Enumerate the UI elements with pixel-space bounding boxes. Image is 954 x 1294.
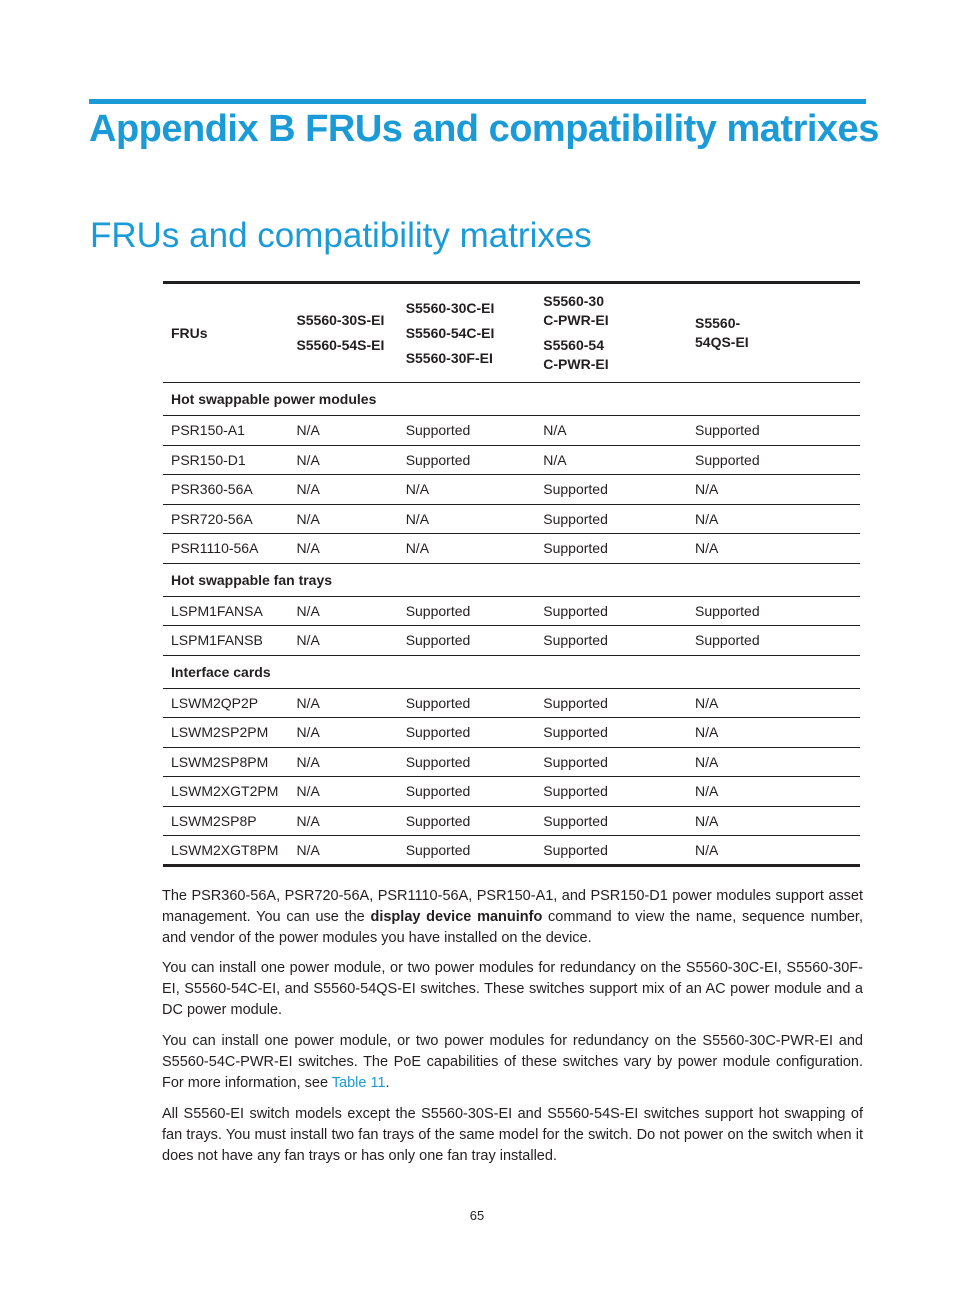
section-row: [163, 563, 860, 596]
header-col1-line1: S5560-30S-EI: [296, 312, 385, 328]
table-row: [163, 777, 860, 807]
table-body: [163, 383, 860, 866]
support-cell: N/A: [405, 540, 430, 557]
support-cell: Supported: [695, 451, 760, 468]
support-cell: Supported: [543, 812, 608, 829]
support-cell: Supported: [405, 753, 471, 770]
table-row: [163, 445, 860, 475]
section-title-cell: Hot swappable power modules: [171, 391, 377, 407]
support-cell: N/A: [296, 812, 320, 829]
support-cell: N/A: [695, 783, 719, 800]
support-cell: N/A: [695, 694, 719, 711]
fru-name-cell: LSWM2SP2PM: [171, 724, 269, 741]
table-row: [163, 475, 860, 505]
header-col2-line2: S5560-54C-EI: [405, 324, 495, 341]
header-frus: FRUs: [171, 324, 208, 341]
support-cell: Supported: [695, 632, 760, 649]
header-col4-line1: S5560-: [695, 315, 741, 331]
compatibility-table: [163, 281, 860, 867]
fru-name-cell: PSR150-A1: [171, 422, 245, 439]
table-row: [163, 747, 860, 777]
support-cell: N/A: [296, 694, 320, 711]
fru-name-cell: LSWM2SP8P: [171, 812, 257, 829]
support-cell: Supported: [543, 783, 608, 800]
section-title: FRUs and compatibility matrixes: [90, 216, 592, 255]
paragraph-1-text: The PSR360-56A, PSR720-56A, PSR1110-56A, PSR150-A1, and PSR150-D1 power modules support asset management. You can use the: [162, 888, 863, 925]
support-cell: N/A: [296, 724, 320, 741]
support-cell: Supported: [405, 602, 471, 619]
section-row: [163, 383, 860, 416]
header-col3-line1: S5560-30: [543, 293, 604, 309]
paragraph-redundancy: You can install one power module, or two power modules for redundancy on the S5560-30C-EI, S5560-30F-EI, S5560-54C-EI, and S5560-54QS-EI switches. These switches support mix of an AC power module and a DC power module.: [162, 960, 863, 1018]
table-header-row: [163, 283, 860, 383]
support-cell: Supported: [405, 783, 471, 800]
header-col2-line3: S5560-30F-EI: [405, 349, 493, 366]
support-cell: N/A: [296, 510, 320, 527]
support-cell: N/A: [296, 602, 320, 619]
appendix-title: Appendix B FRUs and compatibility matrixes: [89, 108, 879, 150]
support-cell: Supported: [543, 724, 608, 741]
header-col3: [535, 283, 687, 383]
support-cell: Supported: [695, 422, 760, 439]
header-col4-line2: 54QS-EI: [695, 334, 749, 350]
table-row: [163, 416, 860, 446]
paragraph-3-text: You can install one power module, or two power modules for redundancy on the S5560-30C-PWR-EI and S5560-54C-PWR-EI switches. The PoE capabilities of these switches vary by power module configuration. For more information, see: [162, 1033, 863, 1091]
header-col2-line1: S5560-30C-EI: [405, 299, 495, 316]
fru-name-cell: PSR360-56A: [171, 481, 253, 498]
table-row: [163, 688, 860, 718]
support-cell: Supported: [405, 812, 471, 829]
support-cell: Supported: [405, 451, 471, 468]
support-cell: N/A: [296, 783, 320, 800]
table-row: [163, 718, 860, 748]
table-row: [163, 534, 860, 564]
support-cell: Supported: [405, 694, 471, 711]
section-title-cell: Interface cards: [171, 663, 271, 680]
table-11-link[interactable]: Table 11: [331, 1075, 386, 1091]
support-cell: Supported: [543, 602, 608, 619]
paragraph-poe: [162, 1031, 863, 1094]
page-number: 65: [469, 1208, 485, 1223]
fru-name-cell: LSPM1FANSA: [171, 602, 263, 619]
fru-name-cell: LSPM1FANSB: [171, 632, 263, 649]
support-cell: N/A: [695, 841, 719, 858]
support-cell: Supported: [405, 841, 471, 858]
support-cell: N/A: [695, 724, 719, 741]
header-col3-line3: S5560-54: [543, 337, 604, 353]
section-title-cell: Hot swappable fan trays: [171, 571, 333, 588]
support-cell: N/A: [296, 540, 320, 557]
title-rule: [89, 99, 866, 104]
support-cell: Supported: [543, 753, 608, 770]
paragraph-3-text-end: .: [385, 1075, 390, 1091]
support-cell: N/A: [543, 451, 567, 468]
header-col4: [687, 283, 860, 383]
fru-name-cell: LSWM2SP8PM: [171, 753, 269, 770]
support-cell: Supported: [543, 632, 608, 649]
support-cell: N/A: [296, 451, 320, 468]
support-cell: N/A: [296, 481, 320, 498]
table-row: [163, 504, 860, 534]
support-cell: Supported: [543, 540, 608, 557]
support-cell: Supported: [543, 510, 608, 527]
support-cell: Supported: [543, 694, 608, 711]
support-cell: N/A: [695, 753, 719, 770]
support-cell: N/A: [695, 812, 719, 829]
support-cell: N/A: [695, 481, 719, 498]
header-col3-line2: C-PWR-EI: [543, 312, 609, 328]
paragraph-asset-management: [162, 886, 863, 949]
fru-name-cell: PSR150-D1: [171, 451, 246, 468]
support-cell: N/A: [405, 510, 430, 527]
fru-name-cell: PSR1110-56A: [171, 540, 259, 557]
header-col1-line2: S5560-54S-EI: [296, 337, 385, 353]
support-cell: N/A: [296, 422, 320, 439]
support-cell: Supported: [543, 841, 608, 858]
support-cell: N/A: [296, 632, 320, 649]
table-row: [163, 806, 860, 836]
fru-name-cell: LSWM2XGT8PM: [171, 841, 279, 858]
support-cell: Supported: [543, 481, 608, 498]
table-row: [163, 626, 860, 656]
support-cell: Supported: [695, 602, 760, 619]
fru-name-cell: LSWM2QP2P: [171, 694, 259, 711]
support-cell: N/A: [296, 753, 320, 770]
header-col3-line4: C-PWR-EI: [543, 356, 609, 372]
support-cell: Supported: [405, 632, 471, 649]
support-cell: N/A: [296, 841, 320, 858]
support-cell: N/A: [543, 422, 567, 439]
table-row: [163, 596, 860, 626]
paragraph-1-text-end: command to view the name, sequence number, and vendor of the power modules you have installed on the device.: [162, 909, 863, 946]
table-row: [163, 836, 860, 866]
section-row: [163, 655, 860, 688]
support-cell: Supported: [405, 422, 471, 439]
support-cell: Supported: [405, 724, 471, 741]
header-col1: [288, 283, 397, 383]
paragraph-fan-trays: All S5560-EI switch models except the S5560-30S-EI and S5560-54S-EI switches support hot swapping of fan trays. You must install two fan trays of the same model for the switch. Do not power on the switch when it does not have any fan trays or has only one fan tray installed.: [162, 1106, 863, 1164]
header-col2: [398, 283, 536, 383]
support-cell: N/A: [695, 540, 719, 557]
support-cell: N/A: [695, 510, 719, 527]
support-cell: N/A: [405, 481, 430, 498]
fru-name-cell: LSWM2XGT2PM: [171, 783, 279, 800]
command-display-device-manuinfo: display device manuinfo: [370, 909, 543, 925]
fru-name-cell: PSR720-56A: [171, 510, 253, 527]
